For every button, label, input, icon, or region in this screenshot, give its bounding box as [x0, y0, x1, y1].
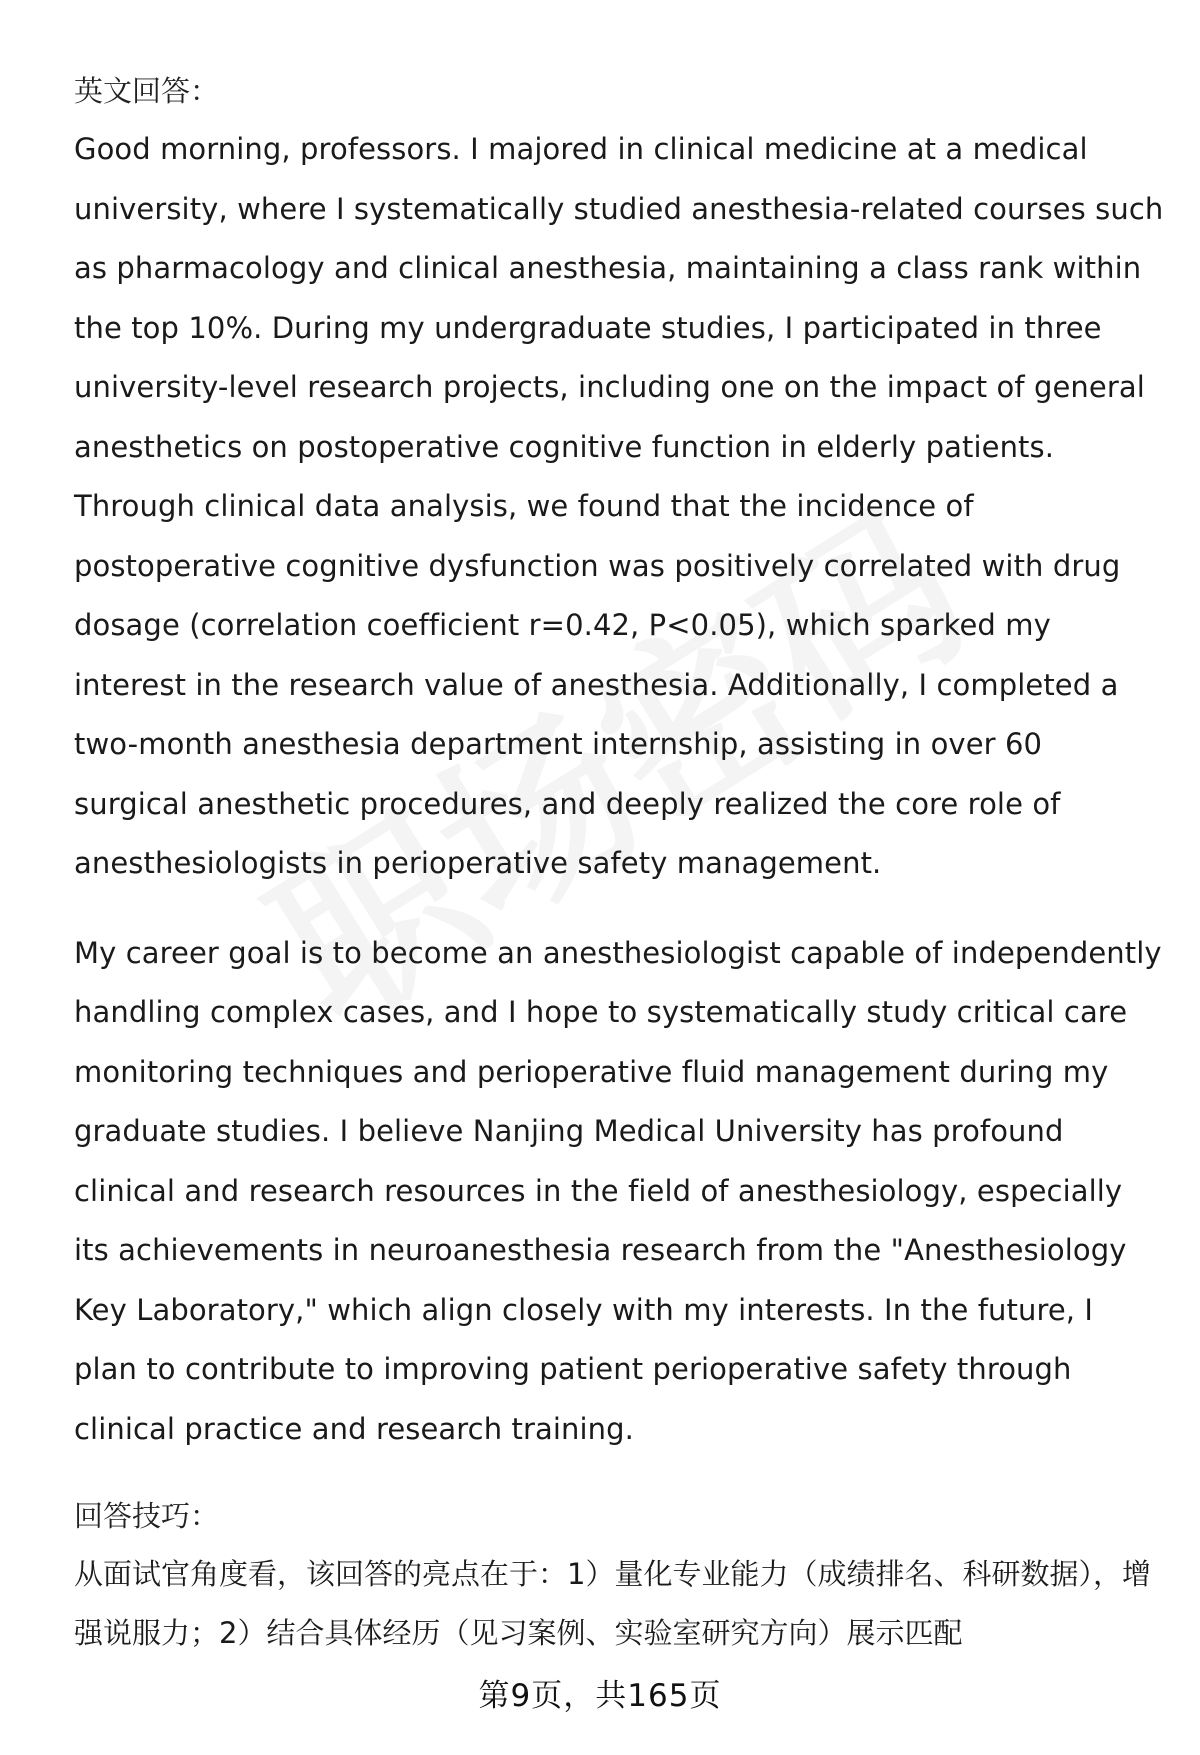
document-body	[74, 62, 1164, 1663]
tips-label: 回答技巧：	[74, 1499, 220, 1533]
answer-paragraph-1: Good morning, professors. I majored in clinical medicine at a medical university, where I systematically studied anesthesia-related courses such as pharmacology and clinical anesthesia, maintaining a class rank within the top 10%. During my undergraduate studies, I participated in three university-level research projects, including one on the impact of general anesthetics on postoperative cognitive function in elderly patients. Through clinical data analysis, we found that the incidence of postoperative cognitive dysfunction was positively correlated with drug dosage (correlation coefficient r=0.42, P<0.05), which sparked my interest in the research value of anesthesia. Additionally, I completed a two-month anesthesia department internship, assisting in over 60 surgical anesthetic procedures, and deeply realized the core role of anesthesiologists in perioperative safety management.	[74, 132, 1164, 880]
page-number: 第9页，共165页	[478, 1678, 722, 1714]
english-answer-label: 英文回答：	[74, 74, 220, 108]
tips-text: 从面试官角度看，该回答的亮点在于：1）量化专业能力（成绩排名、科研数据），增强说服力；2）结合具体经历（见习案例、实验室研究方向）展示匹配	[74, 1557, 1151, 1650]
answer-paragraph-2: My career goal is to become an anesthesiologist capable of independently handling complex cases, and I hope to systematically study critical care monitoring techniques and perioperative fluid management during my graduate studies. I believe Nanjing Medical University has profound clinical and research resources in the field of anesthesiology, especially its achievements in neuroanesthesia research from the "Anesthesiology Key Laboratory," which align closely with my interests. In the future, I plan to contribute to improving patient perioperative safety through clinical practice and research training.	[74, 935, 1162, 1446]
